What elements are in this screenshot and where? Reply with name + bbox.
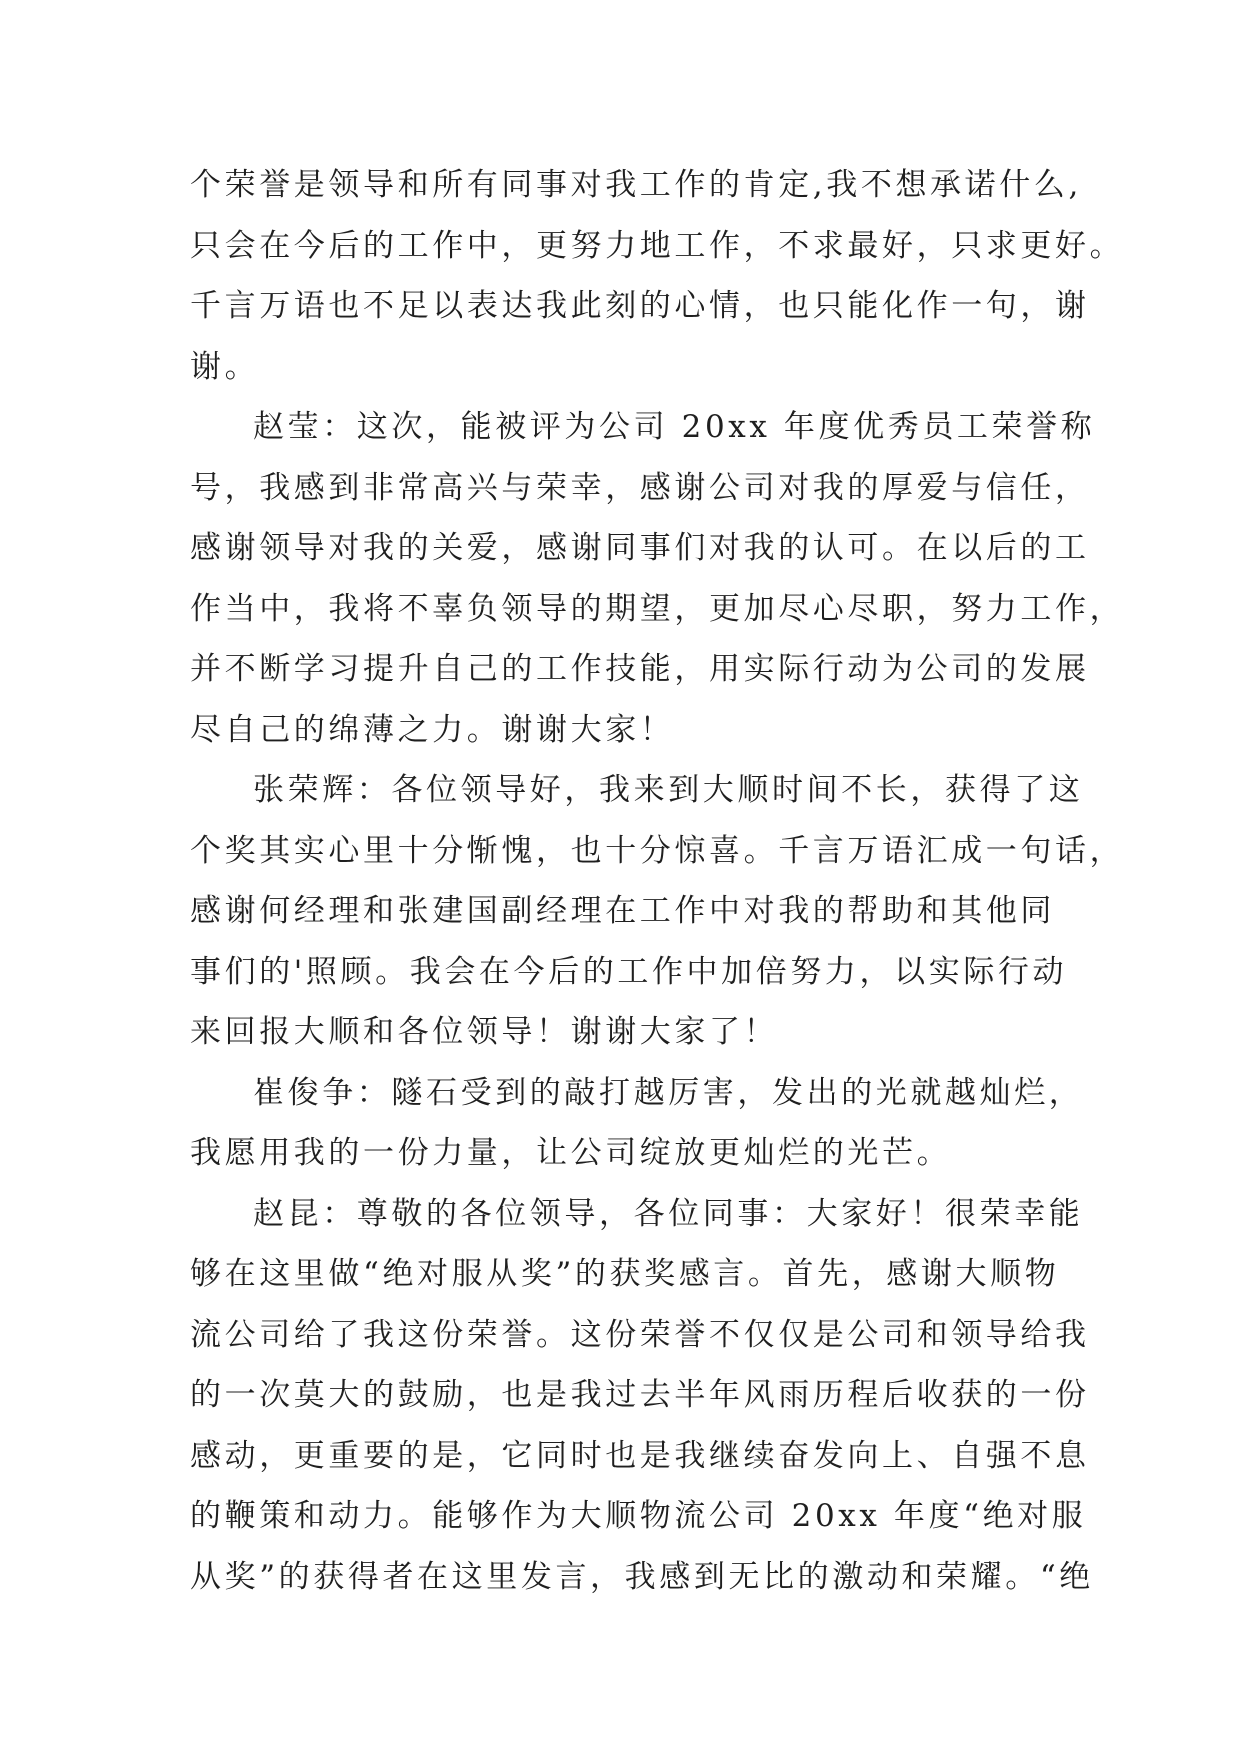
text-line: 个奖其实心里十分惭愧，也十分惊喜。千言万语汇成一句话， bbox=[190, 832, 1125, 869]
text-line: 流公司给了我这份荣誉。这份荣誉不仅仅是公司和领导给我 bbox=[190, 1316, 1090, 1353]
text-line: 谢。 bbox=[190, 348, 260, 385]
text-line: 感动，更重要的是，它同时也是我继续奋发向上、自强不息 bbox=[190, 1437, 1090, 1474]
text-line: 尽自己的绵薄之力。谢谢大家！ bbox=[190, 711, 675, 748]
text-line: 我愿用我的一份力量，让公司绽放更灿烂的光芒。 bbox=[190, 1135, 952, 1171]
text-line: 崔俊争：隧石受到的敲打越厉害，发出的光就越灿烂， bbox=[253, 1074, 1084, 1111]
text-line: 感谢领导对我的关爱，感谢同事们对我的认可。在以后的工 bbox=[190, 530, 1090, 566]
text-line: 来回报大顺和各位领导！谢谢大家了！ bbox=[190, 1014, 779, 1050]
body-text bbox=[190, 163, 1125, 1615]
text-line: 赵昆：尊敬的各位领导，各位同事：大家好！很荣幸能 bbox=[253, 1195, 1084, 1232]
text-line: 千言万语也不足以表达我此刻的心情，也只能化作一句，谢 bbox=[190, 288, 1090, 324]
text-line: 够在这里做“绝对服从奖”的获奖感言。首先，感谢大顺物 bbox=[190, 1256, 1060, 1292]
text-line: 赵莹：这次，能被评为公司 20xx 年度优秀员工荣誉称 bbox=[253, 409, 1096, 445]
text-line: 作当中，我将不辜负领导的期望，更加尽心尽职，努力工作， bbox=[190, 590, 1125, 627]
text-line: 只会在今后的工作中，更努力地工作，不求最好，只求更好。 bbox=[190, 227, 1125, 264]
text-line: 个荣誉是领导和所有同事对我工作的肯定,我不想承诺什么, bbox=[190, 167, 1082, 203]
text-line: 感谢何经理和张建国副经理在工作中对我的帮助和其他同 bbox=[190, 893, 1055, 929]
text-line: 从奖”的获得者在这里发言，我感到无比的激动和荣耀。“绝 bbox=[190, 1558, 1094, 1595]
text-line: 事们的'照顾。我会在今后的工作中加倍努力，以实际行动 bbox=[190, 953, 1068, 990]
text-line: 的一次莫大的鼓励，也是我过去半年风雨历程后收获的一份 bbox=[190, 1377, 1090, 1413]
text-line: 并不断学习提升自己的工作技能，用实际行动为公司的发展 bbox=[190, 651, 1090, 687]
text-line: 号，我感到非常高兴与荣幸，感谢公司对我的厚爱与信任， bbox=[190, 469, 1090, 506]
text-line: 张荣辉：各位领导好，我来到大顺时间不长，获得了这 bbox=[253, 772, 1084, 808]
text-line: 的鞭策和动力。能够作为大顺物流公司 20xx 年度“绝对服 bbox=[190, 1498, 1087, 1534]
